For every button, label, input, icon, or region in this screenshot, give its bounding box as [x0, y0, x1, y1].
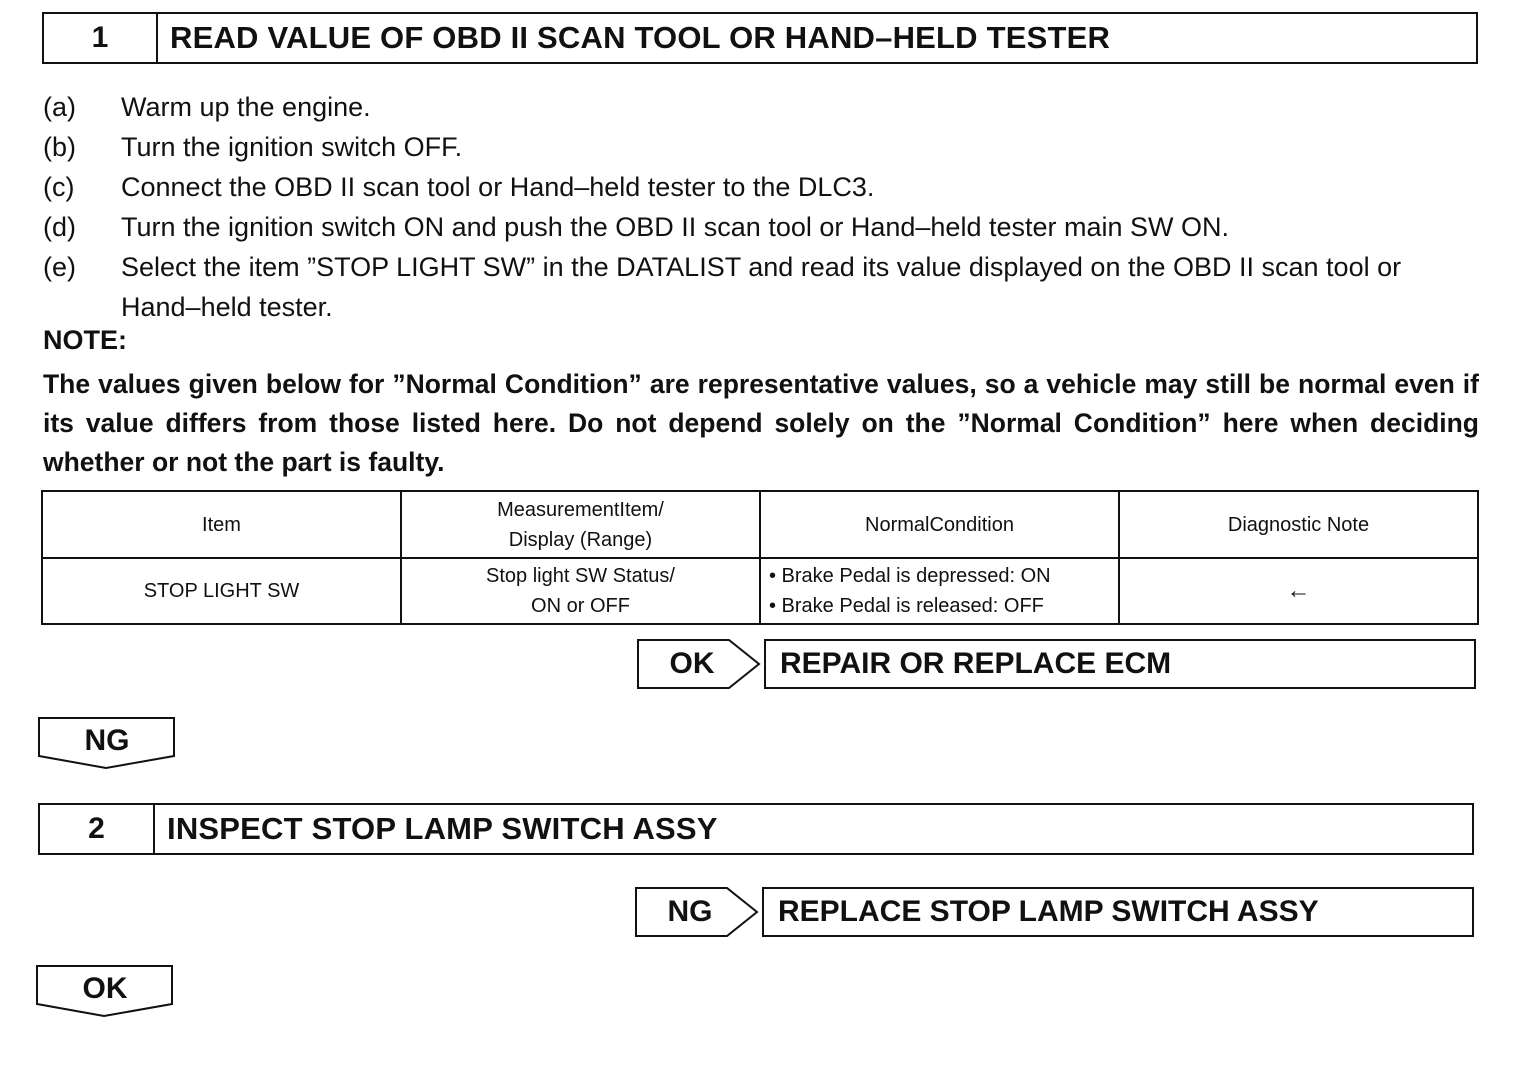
- ng-label: NG: [84, 724, 130, 757]
- note-heading: NOTE:: [43, 325, 127, 355]
- cell-condition-line2: • Brake Pedal is released: OFF: [769, 595, 1044, 617]
- cell-item: STOP LIGHT SW: [42, 558, 401, 624]
- header-item: Item: [42, 491, 401, 558]
- cell-measurement: [401, 558, 760, 624]
- item-label: (d): [43, 212, 76, 242]
- item-text: Warm up the engine.: [121, 92, 371, 122]
- cell-measurement-line1: Stop light SW Status/: [486, 565, 675, 587]
- header-measurement: [401, 491, 760, 558]
- item-text: Turn the ignition switch OFF.: [121, 132, 463, 162]
- step-title: INSPECT STOP LAMP SWITCH ASSY: [167, 811, 718, 846]
- list-item: [43, 167, 1479, 207]
- header-normal-condition: NormalCondition: [760, 491, 1119, 558]
- table-header-row: [42, 491, 1478, 558]
- header-measurement-line1: MeasurementItem/: [497, 498, 664, 521]
- repair-replace-ecm-box: REPAIR OR REPLACE ECM: [764, 639, 1476, 689]
- ok-arrow-tag-2: [36, 965, 174, 1017]
- ok-arrow-tag: [637, 639, 761, 689]
- list-item: [43, 247, 1479, 327]
- note-body: The values given below for ”Normal Condition” are representative values, so a vehicle may still be normal even if its value differs from those listed here. Do not depend solely on the ”Normal Condition” here when deciding whether or not the part is faulty.: [43, 369, 1479, 477]
- step-2-header: [38, 803, 1474, 855]
- step-number: 1: [44, 14, 158, 62]
- instruction-list: [43, 87, 1479, 327]
- item-text: Connect the OBD II scan tool or Hand–held tester to the DLC3.: [121, 172, 875, 202]
- header-diagnostic-note: Diagnostic Note: [1119, 491, 1478, 558]
- list-item: [43, 87, 1479, 127]
- cell-condition-line1: • Brake Pedal is depressed: ON: [769, 565, 1051, 587]
- cell-measurement-line2: ON or OFF: [531, 595, 630, 617]
- ok-label: OK: [669, 647, 715, 680]
- item-text: Turn the ignition switch ON and push the OBD II scan tool or Hand–held tester main SW ON.: [121, 212, 1230, 242]
- item-label: (e): [43, 252, 76, 282]
- header-measurement-line2: Display (Range): [508, 528, 653, 551]
- step-title: READ VALUE OF OBD II SCAN TOOL OR HAND–HELD TESTER: [170, 20, 1111, 55]
- ng-arrow-tag-2: [635, 887, 759, 937]
- item-text: Select the item ”STOP LIGHT SW” in the DATALIST and read its value displayed on the OBD II scan tool or Hand–held tester.: [121, 252, 1402, 322]
- list-item: [43, 207, 1479, 247]
- ng-label: NG: [667, 895, 713, 928]
- ng-arrow-tag: [38, 717, 176, 769]
- item-label: (c): [43, 172, 75, 202]
- item-label: (a): [43, 92, 76, 122]
- cell-normal-condition: [760, 558, 1119, 624]
- list-item: [43, 127, 1479, 167]
- step-1-header: [42, 12, 1478, 64]
- table-row: [42, 558, 1478, 624]
- replace-stop-lamp-switch-box: REPLACE STOP LAMP SWITCH ASSY: [762, 887, 1474, 937]
- step-number: 2: [40, 805, 155, 853]
- ok-label: OK: [82, 972, 128, 1005]
- cell-diagnostic-note: ←: [1119, 558, 1478, 624]
- data-table: [41, 490, 1479, 625]
- item-label: (b): [43, 132, 76, 162]
